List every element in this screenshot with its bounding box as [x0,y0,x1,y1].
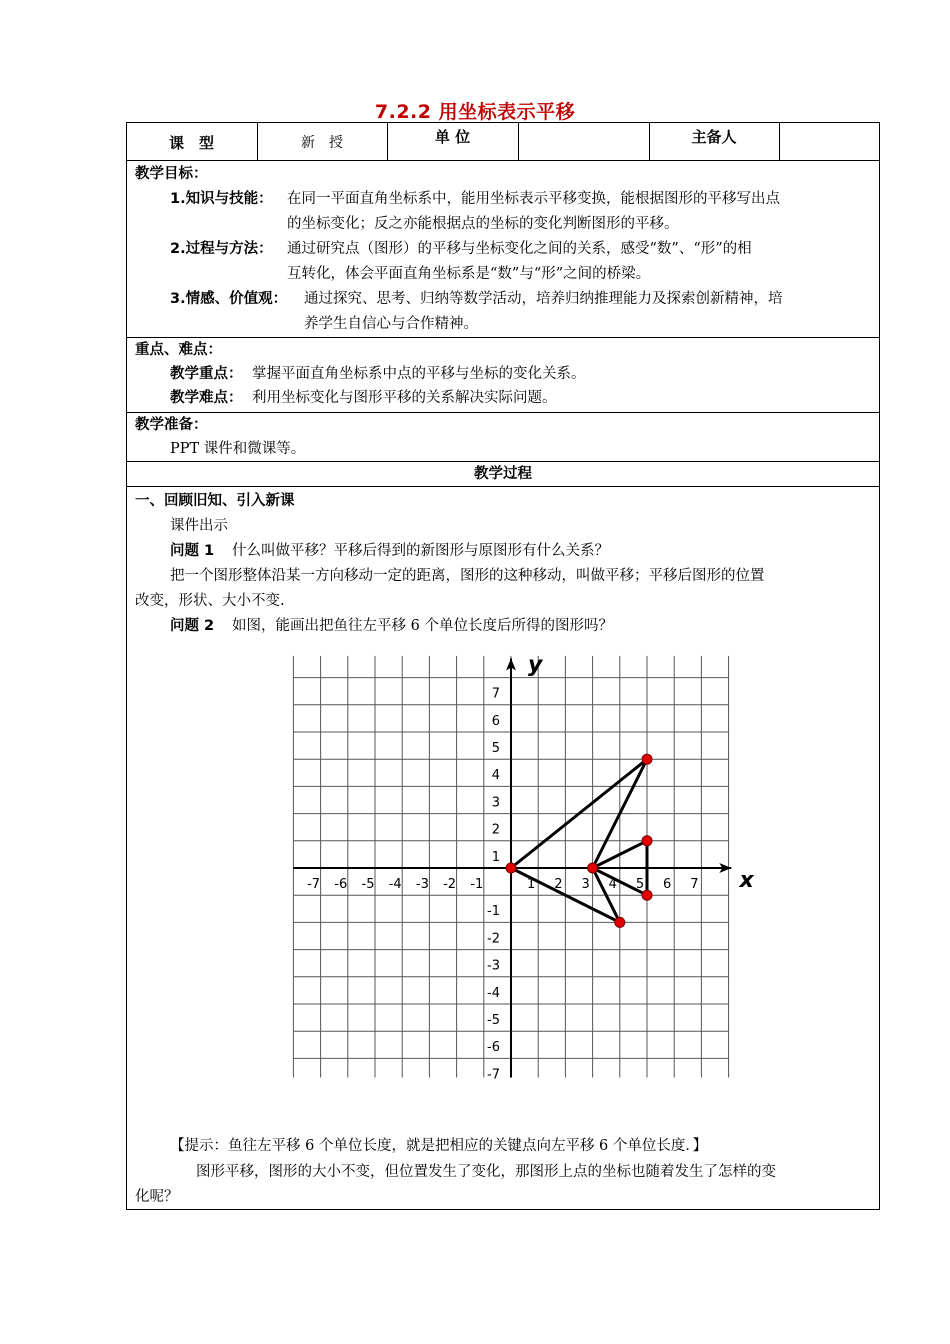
y-tick-label: -7 [487,1067,500,1083]
courseware-note: 课件出示 [170,518,228,534]
x-tick-label: 2 [554,877,563,892]
question-label: 问题 2 [170,618,215,634]
course-type-label: 课 型 [168,134,214,152]
objective-text: 通过研究点（图形）的平移与坐标变化之间的关系，感受“数”、“形”的相 [287,241,752,257]
closing-text: 化呢？ [135,1189,179,1205]
key-point [642,890,652,900]
key-point [642,836,652,846]
y-tick-label: 2 [491,822,500,838]
x-tick-label: -7 [307,877,321,892]
y-axis-label: y [528,652,543,678]
x-tick-label: -5 [361,877,375,892]
objective-label: 3.情感、价值观： [170,291,288,307]
y-tick-label: -5 [487,1013,500,1028]
answer-text: 改变，形状、大小不变. [135,593,285,609]
preparation-heading: 教学准备： [135,417,208,433]
y-tick-label: -4 [487,985,500,1001]
objective-text: 的坐标变化；反之亦能根据点的坐标的变化判断图形的平移。 [287,216,679,232]
y-tick-label: -1 [487,904,500,920]
y-tick-label: -3 [487,958,500,974]
question-text: 什么叫做平移？平移后得到的新图形与原图形有什么关系？ [232,543,609,559]
focus-text: 掌握平面直角坐标系中点的平移与坐标的变化关系。 [252,366,586,382]
x-tick-label: 1 [527,877,536,892]
y-tick-label: 7 [491,686,500,702]
question-text: 如图，能画出把鱼往左平移 6 个单位长度后所得的图形吗？ [232,618,613,634]
x-tick-label: 3 [581,877,590,892]
hint-text: 【提示：鱼往左平移 6 个单位长度，就是把相应的关键点向左平移 6 个单位长度．】 [170,1138,708,1154]
objectives-heading: 教学目标： [135,166,208,182]
key-point [615,917,625,927]
unit-label: 单 位 [434,128,471,146]
x-tick-label: -1 [470,877,484,892]
preparer-label: 主备人 [691,128,737,146]
process-heading: 教学过程 [474,466,532,482]
y-tick-label: 5 [491,741,500,756]
course-type-value: 新 授 [301,135,343,151]
objective-text: 通过探究、思考、归纳等数学活动，培养归纳推理能力及探索创新精神，培 [304,291,783,307]
key-point [506,863,516,873]
section-title: 一、回顾旧知、引入新课 [135,493,295,509]
x-tick-label: -4 [388,877,402,892]
x-tick-label: -3 [415,877,429,892]
closing-text: 图形平移，图形的大小不变，但位置发生了变化，那图形上点的坐标也随着发生了怎样的变 [196,1164,776,1180]
y-tick-label: 3 [491,795,500,811]
answer-text: 把一个图形整体沿某一方向移动一定的距离，图形的这种移动，叫做平移；平移后图形的位置 [170,568,765,584]
focus-label: 教学重点： [170,366,243,382]
objective-text: 在同一平面直角坐标系中，能用坐标表示平移变换，能根据图形的平移写出点 [287,191,780,207]
x-tick-label: -2 [443,877,457,892]
objective-label: 2.过程与方法： [170,241,273,257]
x-tick-label: 5 [635,877,645,892]
x-tick-label: -6 [334,877,348,892]
x-tick-label: 6 [663,877,672,892]
x-tick-label: 4 [608,877,617,892]
difficulty-text: 利用坐标变化与图形平移的关系解决实际问题。 [252,390,557,406]
x-tick-label: 7 [690,877,699,892]
objective-label: 1.知识与技能： [170,191,273,207]
y-tick-label: -2 [487,931,500,947]
question-label: 问题 1 [170,543,215,559]
y-tick-label: 1 [491,849,500,865]
objective-text: 互转化，体会平面直角坐标系是“数”与“形”之间的桥梁。 [287,266,651,282]
x-axis-label: x [739,868,754,893]
y-tick-label: 4 [491,768,500,784]
preparation-text: PPT 课件和微课等。 [170,441,306,457]
key-point [642,754,652,764]
key-points-heading: 重点、难点： [135,342,222,358]
objective-text: 养学生自信心与合作精神。 [304,316,478,332]
page-title: 7.2.2 用坐标表示平移 [374,101,576,123]
y-tick-label: -6 [487,1040,500,1056]
difficulty-label: 教学难点： [170,390,243,406]
key-point [588,863,598,873]
y-tick-label: 6 [491,713,500,729]
